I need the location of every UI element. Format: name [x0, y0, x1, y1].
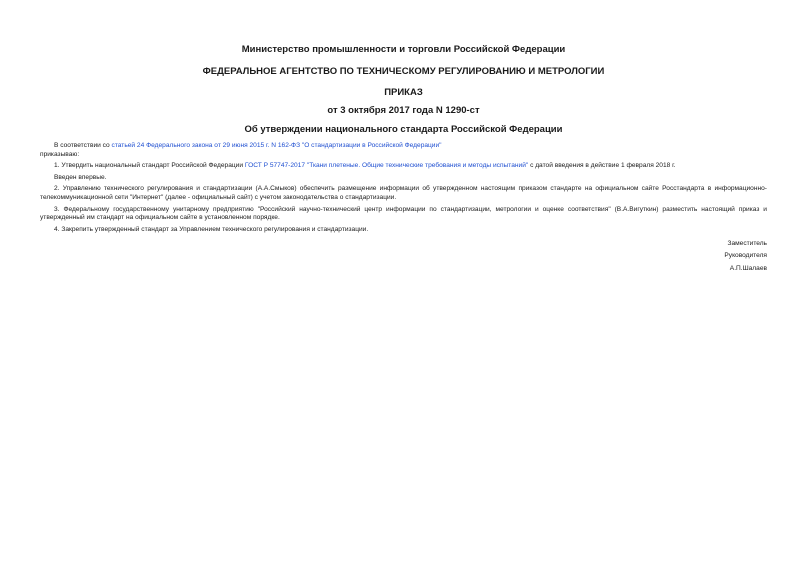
document-body: [40, 142, 767, 237]
doc-date-heading: от 3 октября 2017 года N 1290-ст: [327, 105, 480, 116]
intro-text-pre: В соответствии со: [54, 142, 112, 149]
item-3-paragraph: 3. Федеральному государственному унитарному предприятию "Российский научно-технический центр информации по стандартизации, метрологии и оценке соответствия" (В.А.Вигуткин) разместить настоящий приказ и утвержденный им стандарт на официальном сайте в установленном порядке.: [40, 205, 767, 222]
item-1-note: Введен впервые.: [54, 173, 107, 181]
order-word: приказываю:: [40, 150, 80, 158]
signature-position-1: Заместитель: [727, 240, 767, 247]
signature-block: [724, 238, 767, 275]
ministry-heading: Министерство промышленности и торговли Российской Федерации: [241, 44, 566, 55]
doc-type-heading: ПРИКАЗ: [384, 87, 423, 98]
law-link[interactable]: статьей 24 Федерального закона от 29 июня 2015 г. N 162-ФЗ "О стандартизации в Российской Федерации": [111, 142, 442, 149]
intro-paragraph: [40, 142, 767, 151]
item-1-text-pre: 1. Утвердить национальный стандарт Российской Федерации: [54, 162, 245, 170]
item-2-paragraph: 2. Управлению технического регулирования и стандартизации (А.А.Смыков) обеспечить размещение информации об утвержденном настоящим приказом стандарте на официальном сайте Росстандарта в информационно-телекоммуникационной сети "Интернет" (далее - официальный сайт) с учетом законодательства о стандартизации.: [40, 185, 767, 201]
agency-heading: ФЕДЕРАЛЬНОЕ АГЕНТСТВО ПО ТЕХНИЧЕСКОМУ РЕГУЛИРОВАНИЮ И МЕТРОЛОГИИ: [202, 66, 605, 77]
gost-link[interactable]: ГОСТ Р 57747-2017 "Ткани плетеные. Общие технические требования и методы испытаний": [244, 162, 529, 170]
signature-name: А.П.Шалаев: [729, 264, 767, 272]
doc-title-heading: Об утверждении национального стандарта Российской Федерации: [244, 124, 563, 135]
item-4-paragraph: 4. Закрепить утвержденный стандарт за Управлением технического регулирования и стандартизации.: [54, 225, 369, 233]
signature-position-2: Руководителя: [724, 252, 767, 260]
item-1-paragraph: [40, 162, 767, 171]
item-1-text-post: с датой введения в действие 1 февраля 2018 г.: [528, 162, 676, 170]
